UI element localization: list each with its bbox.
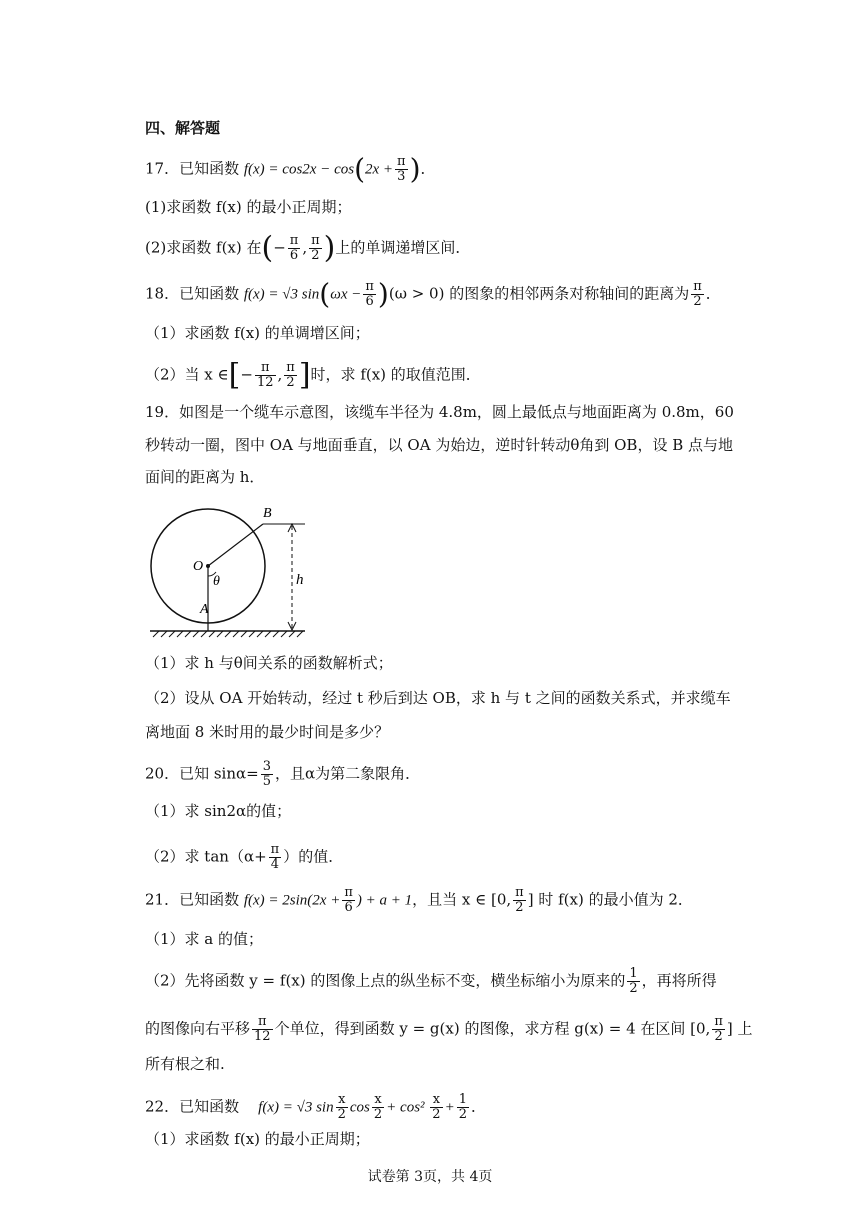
cable-car-diagram (145, 498, 310, 643)
q20-stem: 20．已知 sinα= $\frac{3}{5}$ ，且α为第二象限角． (145, 759, 421, 789)
q20-part2: （2）求 tan（α+ $\frac{\pi}{4}$ ）的值． (145, 842, 344, 872)
q18-stem: 18．已知函数 f(x) = √3 sin(ωx − $\frac{\pi}{6}$ )(ω > 0) 的图象的相邻两条对称轴间的距离为 $\frac{\pi}{2}$ ． (145, 277, 721, 311)
q17-part2: (2)求函数 f(x) 在(− $\frac{\pi}{6}$ , $\frac{\pi}{2}$ )上的单调递增区间． (145, 230, 471, 266)
q20-part1: （1）求 sin2α的值； (145, 802, 292, 820)
q18-part1: （1）求函数 f(x) 的单调增区间； (145, 324, 370, 342)
q19-line3: 面间的距离为 h． (145, 468, 265, 486)
q17-pi-over-3: $\frac{\pi}{3}$ (397, 154, 406, 184)
q21-part1: （1）求 a 的值； (145, 930, 264, 948)
label-A: A (200, 602, 209, 617)
label-O: O (193, 559, 204, 574)
q21-stem: 21．已知函数 f(x) = 2sin(2x + $\frac{\pi}{6}$ ) + a + 1，且当 x ∈ [0, $\frac{\pi}{2}$ ] 时 f(x) 的最小值为 2． (145, 885, 693, 915)
page-footer: 试卷第 3页，共 4页 (367, 1169, 493, 1185)
q22-stem: 22．已知函数 f(x) = √3 sin $\frac{x}{2}$ cos $\frac{x}{2}$ + cos² $\frac{x}{2}$ + $\frac{1}{2}$ ． (145, 1092, 486, 1122)
q19-part2a: （2）设从 OA 开始转动，经过 t 秒后到达 OB，求 h 与 t 之间的函数关系式，并求缆车 (145, 689, 731, 707)
label-h: h (296, 572, 304, 588)
q19-part2b: 离地面 8 米时用的最少时间是多少？ (145, 723, 390, 741)
q19-line1: 19．如图是一个缆车示意图，该缆车半径为 4.8m，圆上最低点与地面距离为 0.8m，60 (145, 403, 734, 421)
q21-part2a: （2）先将函数 y = f(x) 的图像上点的纵坐标不变，横坐标缩小为原来的 $\frac{1}{2}$ ，再将所得 (145, 966, 717, 996)
section-title: 四、解答题 (145, 119, 221, 137)
label-B: B (263, 506, 272, 521)
q22-part1: （1）求函数 f(x) 的最小正周期； (145, 1130, 370, 1148)
q21-part2b: 的图像向右平移 $\frac{\pi}{12}$ 个单位，得到函数 y = g(x) 的图像，求方程 g(x) = 4 在区间 [0, $\frac{\pi}{2}$ ] 上 (145, 1014, 753, 1044)
q17-stem: 17．已知函数 f(x) = cos2x − cos(2x + $\frac{\pi}{3}$ )． (145, 152, 436, 186)
q17-part1: (1)求函数 f(x) 的最小正周期； (145, 198, 352, 216)
q19-part1: （1）求 h 与θ间关系的函数解析式； (145, 654, 393, 672)
q18-part2: （2）当 x ∈[− $\frac{\pi}{12}$ , $\frac{\pi}{2}$ ]时，求 f(x) 的取值范围． (145, 357, 481, 393)
label-theta: θ (213, 574, 220, 589)
q21-part2c: 所有根之和. (145, 1055, 225, 1073)
q19-line2: 秒转动一圈，图中 OA 与地面垂直，以 OA 为始边，逆时针转动θ角到 OB，设 B 点与地 (145, 436, 734, 454)
